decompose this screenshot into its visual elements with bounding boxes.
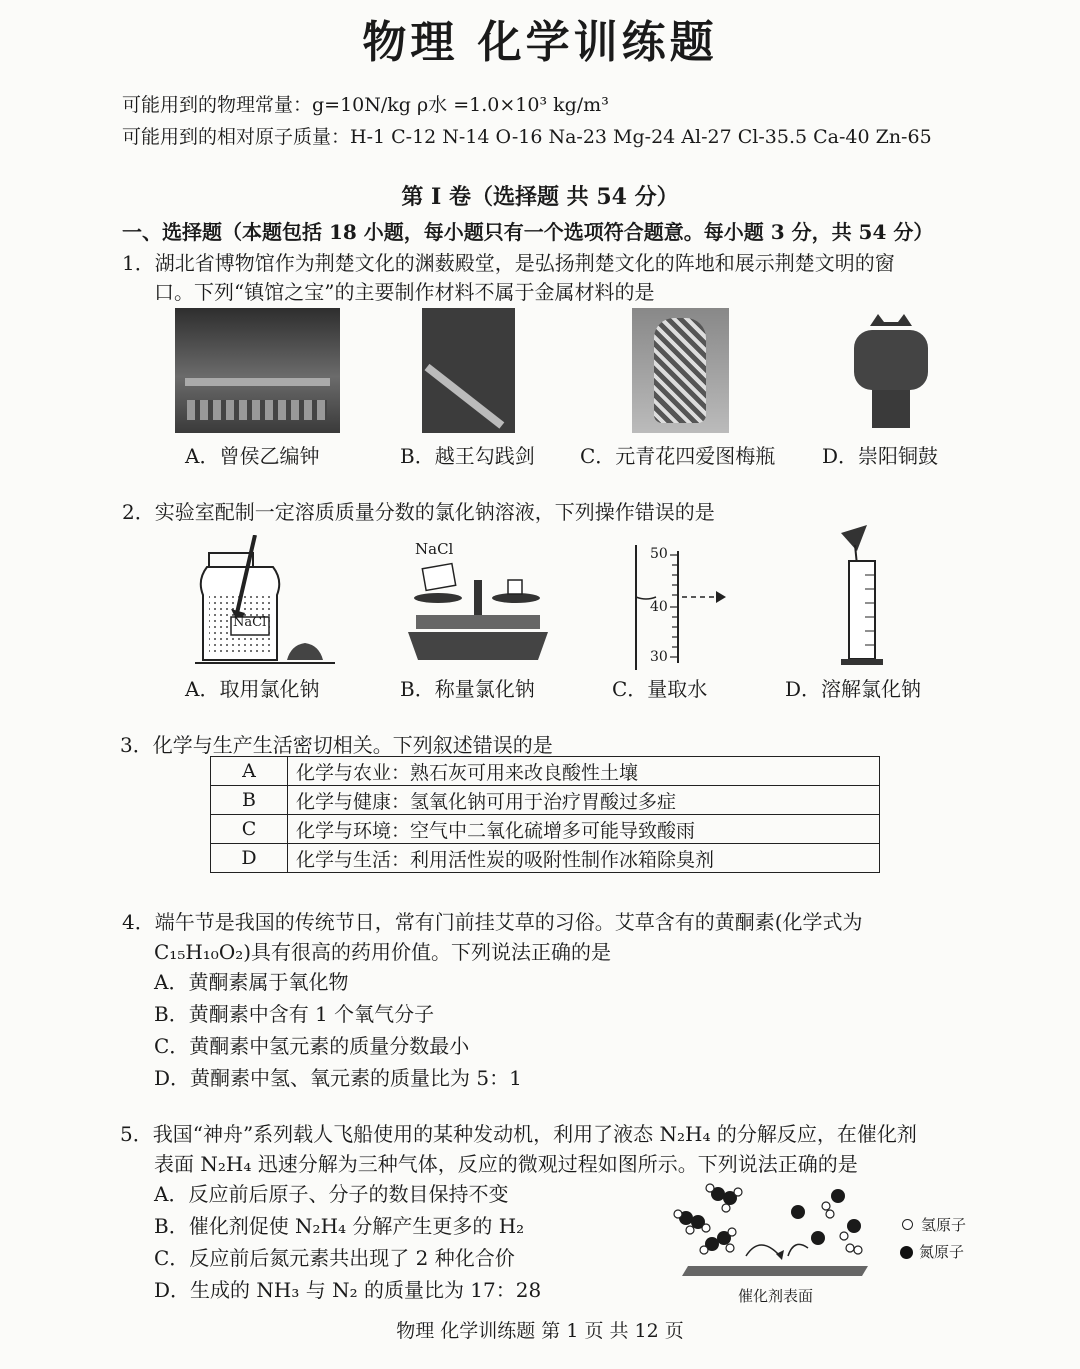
- balance-diagram: [408, 560, 548, 665]
- q3-row-a-text: 化学与农业：熟石灰可用来改良酸性土壤: [288, 757, 880, 786]
- q3-row-c-key: C: [211, 815, 288, 844]
- balance-label: NaCl: [415, 540, 454, 558]
- jar-label: NaCl: [233, 615, 267, 630]
- section-title: 第 I 卷（选择题 共 54 分）: [401, 184, 679, 210]
- nitrogen-legend-label: 氮原子: [919, 1243, 965, 1261]
- q1-option-a: A．曾侯乙编钟: [185, 444, 320, 468]
- bianzhong-photo: [175, 308, 340, 433]
- q2-text: 2．实验室配制一定溶质质量分数的氯化钠溶液，下列操作错误的是: [122, 500, 715, 524]
- q1-option-b: B．越王勾践剑: [400, 444, 535, 468]
- reaction-diagram: [668, 1178, 878, 1288]
- hydrogen-atom-icon: [902, 1219, 913, 1230]
- q1-line1: 1．湖北省博物馆作为荆楚文化的渊薮殿堂，是弘扬荆楚文化的阵地和展示荆楚文明的窗: [122, 251, 895, 275]
- cylinder-50: 50: [650, 546, 668, 562]
- q1-option-d: D．崇阳铜鼓: [822, 444, 939, 468]
- nitrogen-legend: [900, 1241, 964, 1262]
- q1-line2: 口。下列“镇馆之宝”的主要制作材料不属于金属材料的是: [154, 280, 655, 304]
- q5-option-a: A．反应前后原子、分子的数目保持不变: [154, 1182, 509, 1206]
- table-row: [211, 757, 880, 786]
- q3-row-b-key: B: [211, 786, 288, 815]
- atomic-masses: 可能用到的相对原子质量：H-1 C-12 N-14 O-16 Na-23 Mg-24 Al-27 Cl-35.5 Ca-40 Zn-65: [122, 126, 932, 148]
- q3-row-b-text: 化学与健康：氢氧化钠可用于治疗胃酸过多症: [288, 786, 880, 815]
- hydrogen-legend-label: 氢原子: [921, 1216, 967, 1234]
- q3-table: [210, 756, 880, 873]
- q5-line2: 表面 N₂H₄ 迅速分解为三种气体，反应的微观过程如图所示。下列说法正确的是: [154, 1152, 858, 1176]
- table-row: [211, 815, 880, 844]
- q4-line1: 4．端午节是我国的传统节日，常有门前挂艾草的习俗。艾草含有的黄酮素(化学式为: [122, 910, 863, 934]
- sword-photo: [422, 308, 515, 433]
- q5-line1: 5．我国“神舟”系列载人飞船使用的某种发动机，利用了液态 N₂H₄ 的分解反应，在催化剂: [120, 1122, 917, 1146]
- q4-option-b: B．黄酮素中含有 1 个氧气分子: [154, 1002, 435, 1026]
- dissolve-diagram: [835, 525, 885, 670]
- table-row: [211, 844, 880, 873]
- jar-diagram: [195, 535, 335, 670]
- q3-row-d-text: 化学与生活：利用活性炭的吸附性制作冰箱除臭剂: [288, 844, 880, 873]
- cylinder-30: 30: [650, 649, 668, 665]
- q3-row-a-key: A: [211, 757, 288, 786]
- q5-option-d: D．生成的 NH₃ 与 N₂ 的质量比为 17：28: [154, 1278, 542, 1302]
- q2-option-c: C．量取水: [612, 677, 708, 701]
- table-row: [211, 786, 880, 815]
- q5-option-c: C．反应前后氮元素共出现了 2 种化合价: [154, 1246, 515, 1270]
- q3-row-d-key: D: [211, 844, 288, 873]
- q2-option-b: B．称量氯化钠: [400, 677, 535, 701]
- cylinder-40: 40: [650, 599, 668, 615]
- q1-option-c: C．元青花四爱图梅瓶: [580, 444, 776, 468]
- hydrogen-legend: [902, 1214, 966, 1235]
- catalyst-surface-label: 催化剂表面: [738, 1287, 814, 1305]
- q5-option-b: B．催化剂促使 N₂H₄ 分解产生更多的 H₂: [154, 1214, 525, 1238]
- cylinder-diagram: [630, 545, 740, 670]
- page-footer: 物理 化学训练题 第 1 页 共 12 页: [396, 1320, 684, 1342]
- part-title: 一、选择题（本题包括 18 小题，每小题只有一个选项符合题意。每小题 3 分，共 54 分）: [122, 220, 934, 244]
- q4-option-c: C．黄酮素中氢元素的质量分数最小: [154, 1034, 470, 1058]
- q4-line2: C₁₅H₁₀O₂)具有很高的药用价值。下列说法正确的是: [154, 940, 612, 964]
- q4-option-a: A．黄酮素属于氧化物: [154, 970, 349, 994]
- q2-option-d: D．溶解氯化钠: [785, 677, 922, 701]
- q3-row-c-text: 化学与环境：空气中二氧化硫增多可能导致酸雨: [288, 815, 880, 844]
- meiping-photo: [632, 308, 729, 433]
- physics-constants: 可能用到的物理常量：g=10N/kg ρ水 =1.0×10³ kg/m³: [122, 94, 609, 116]
- q4-option-d: D．黄酮素中氢、氧元素的质量比为 5：1: [154, 1066, 522, 1090]
- nitrogen-atom-icon: [900, 1246, 913, 1259]
- drum-photo: [850, 310, 932, 430]
- page-title: 物理 化学训练题: [362, 17, 718, 68]
- q3-text: 3．化学与生产生活密切相关。下列叙述错误的是: [120, 733, 553, 757]
- q2-option-a: A．取用氯化钠: [185, 677, 320, 701]
